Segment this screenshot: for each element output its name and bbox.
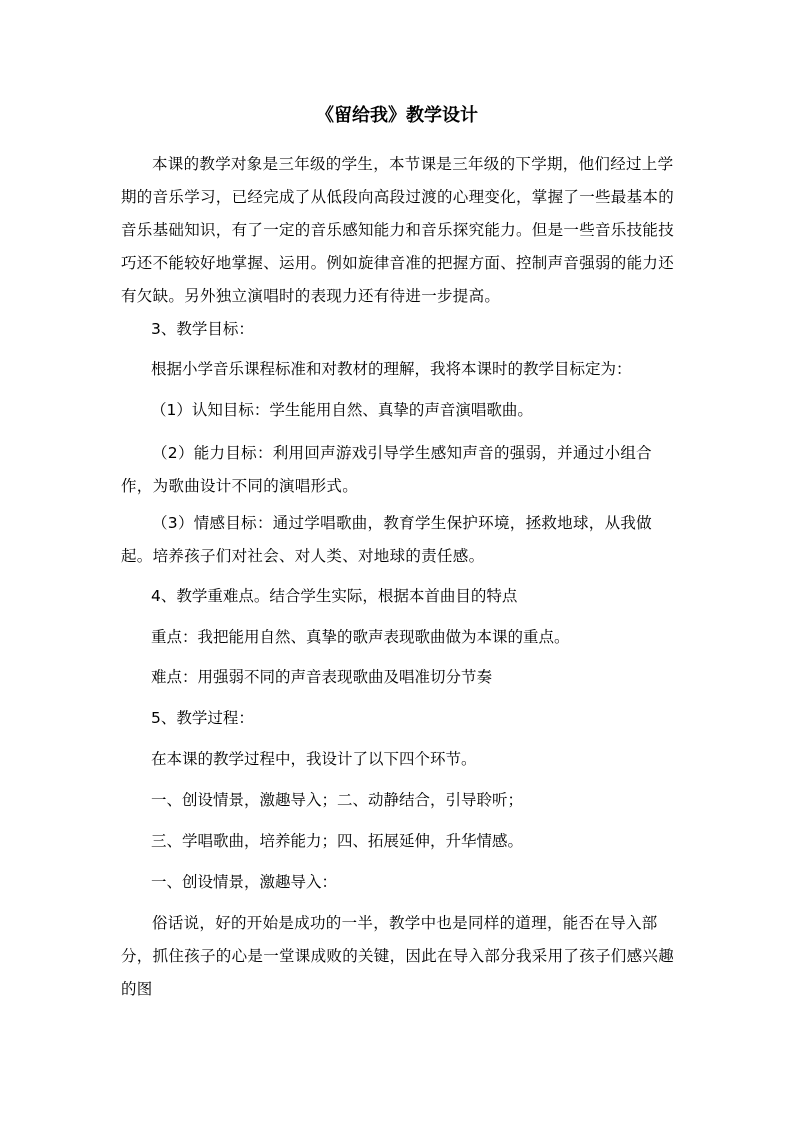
key-point: 重点：我把能用自然、真挚的歌声表现歌曲做为本课的重点。 — [151, 628, 570, 646]
section-5-lead: 在本课的教学过程中，我设计了以下四个环节。 — [151, 750, 477, 768]
step-1-paragraph: 俗话说，好的开始是成功的一半，教学中也是同样的道理，能否在导入部分，抓住孩子的心是一堂课成败的关键，因此在导入部分我采用了孩子们感兴趣的图 — [121, 914, 675, 998]
step-1-heading: 一、创设情景，激趣导入： — [151, 873, 338, 891]
section-4-heading: 4、教学重难点。结合学生实际，根据本首曲目的特点 — [151, 587, 518, 605]
section-3-lead: 根据小学音乐课程标准和对教材的理解，我将本课时的教学目标定为： — [151, 360, 632, 378]
goal-ability: （2）能力目标：利用回声游戏引导学生感知声音的强弱，并通过小组合作，为歌曲设计不同的演唱形式。 — [121, 444, 652, 495]
section-5-heading: 5、教学过程： — [151, 709, 254, 727]
document-title: 《留给我》教学设计 — [316, 105, 478, 126]
goal-cognitive: （1）认知目标：学生能用自然、真挚的声音演唱歌曲。 — [151, 401, 533, 419]
section-3-heading: 3、教学目标： — [151, 320, 254, 338]
difficulty: 难点：用强弱不同的声音表现歌曲及唱准切分节奏 — [151, 668, 493, 686]
intro-paragraph: 本课的教学对象是三年级的学生，本节课是三年级的下学期，他们经过上学期的音乐学习，已经完成了从低段向高段过渡的心理变化，掌握了一些最基本的音乐基础知识，有了一定的音乐感知能力和音乐探究能力。但是一些音乐技能技巧还不能较好地掌握、运用。例如旋律音准的把握方面、控制声音强弱的能力还有欠缺。另外独立演唱时的表现力还有待进一步提高。 — [121, 155, 675, 305]
steps-line-1: 一、创设情景，激趣导入；二、动静结合，引导聆听； — [151, 791, 524, 809]
steps-line-2: 三、学唱歌曲，培养能力；四、拓展延伸，升华情感。 — [151, 832, 524, 850]
goal-emotion: （3）情感目标：通过学唱歌曲，教育学生保护环境，拯救地球，从我做起。培养孩子们对社会、对人类、对地球的责任感。 — [121, 514, 652, 565]
